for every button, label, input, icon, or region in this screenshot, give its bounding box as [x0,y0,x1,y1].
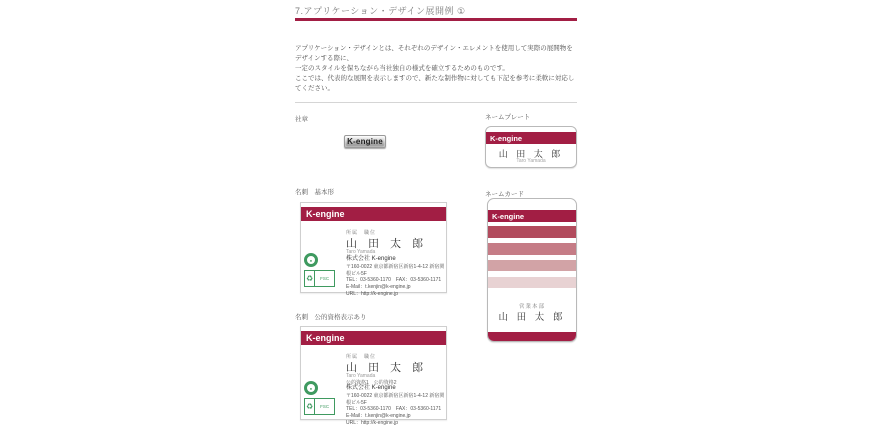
company-url: URL：http://k-engine.jp [346,290,398,297]
fsc-vegetable-oil-ink-mark-icon [304,270,335,287]
card-name-en: Taro Yamada [346,249,376,255]
gradient-stripe-1 [488,226,576,238]
company-name: 株式会社 K-engine [346,385,396,391]
company-email: E-Mail：t.kenjin@k-engine.jp [346,413,411,420]
card-header-bar [301,207,446,221]
company-email: E-Mail：t.kenjin@k-engine.jp [346,284,411,291]
green-printing-mark-core: ● [309,385,313,391]
nameplate-name: 山 田 太 郎 [498,149,564,159]
section-label-badge: 社章 [295,116,308,123]
title-underline [295,18,577,21]
company-address: 〒160-0022 東京都新宿区新宿1-4-12 新宿関根ビル5F [346,263,445,277]
section-label-card-basic: 名刺 基本形 [295,189,334,196]
section-label-nameplate: ネームプレート [485,114,531,121]
company-badge [344,135,386,148]
intro-line: 一定のスタイルを保ちながら当社独自の様式を確立するためのものです。 [295,65,509,72]
intro-line: ここでは、代表的な展開を表示しますので、新たな制作物に対しても下記を参考に柔軟に対応してください。 [295,75,575,92]
namecard-footer-bar [488,332,576,341]
nameplate-header-bar [486,132,576,144]
kengine-logo-icon: K-engine [490,133,523,143]
green-printing-mark-core: ● [309,257,313,263]
gradient-stripe-4 [488,277,576,288]
kengine-logo-icon: K-engine [492,211,525,221]
card-position-line: 所属 職位 [346,354,377,360]
intro-paragraph [295,44,577,103]
nameplate [485,126,577,168]
card-header-bar [301,331,446,345]
card-name: 山 田 太 郎 [346,238,428,250]
recycle-icon: ♻ [305,399,315,414]
recycle-icon: ♻ [305,271,315,286]
company-tel-fax: TEL：03-5360-1170 FAX：03-5360-1171 [346,406,442,413]
namecard-department: 営業本部 [518,304,545,310]
namecard-header-bar [488,210,576,222]
gradient-stripe-3 [488,260,576,271]
nameplate-name-en: Taro Yamada [516,158,546,164]
namecard-name: 山 田 太 郎 [498,312,566,323]
business-card-basic [300,202,447,297]
card-position-line: 所属 職位 [346,230,377,236]
fsc-label: FSC [320,404,330,409]
card-name-en: Taro Yamada [346,373,376,379]
kengine-logo-icon: K-engine [347,137,383,146]
company-url: URL：http://k-engine.jp [346,419,398,426]
card-company-block [346,385,446,427]
green-printing-mark-icon [304,381,318,395]
kengine-logo-icon: K-engine [306,333,345,343]
fsc-vegetable-oil-ink-mark-icon [304,398,335,415]
company-tel-fax: TEL：03-5360-1170 FAX：03-5360-1171 [346,277,442,284]
card-qualifications: 公的資格1 公的資格2 [346,380,397,386]
kengine-logo-icon: K-engine [306,209,345,219]
intro-line: アプリケーション・デザインとは、それぞれのデザイン・エレメントを使用して実際の展開物をデザインする際に、 [295,45,573,62]
section-label-card-qualified: 名刺 公的資格表示あり [295,314,367,321]
fsc-label: FSC [320,276,330,281]
namecard [487,198,577,342]
page-title: 7.アプリケーション・デザイン展開例 ① [295,6,466,16]
card-company-block [346,256,446,298]
green-printing-mark-icon [304,253,318,267]
business-card-qualified [300,326,447,426]
gradient-stripe-2 [488,243,576,255]
card-name: 山 田 太 郎 [346,362,428,374]
company-address: 〒160-0022 東京都新宿区新宿1-4-12 新宿関根ビル5F [346,392,445,406]
company-name: 株式会社 K-engine [346,256,396,262]
section-label-namecard: ネームカード [485,191,524,198]
